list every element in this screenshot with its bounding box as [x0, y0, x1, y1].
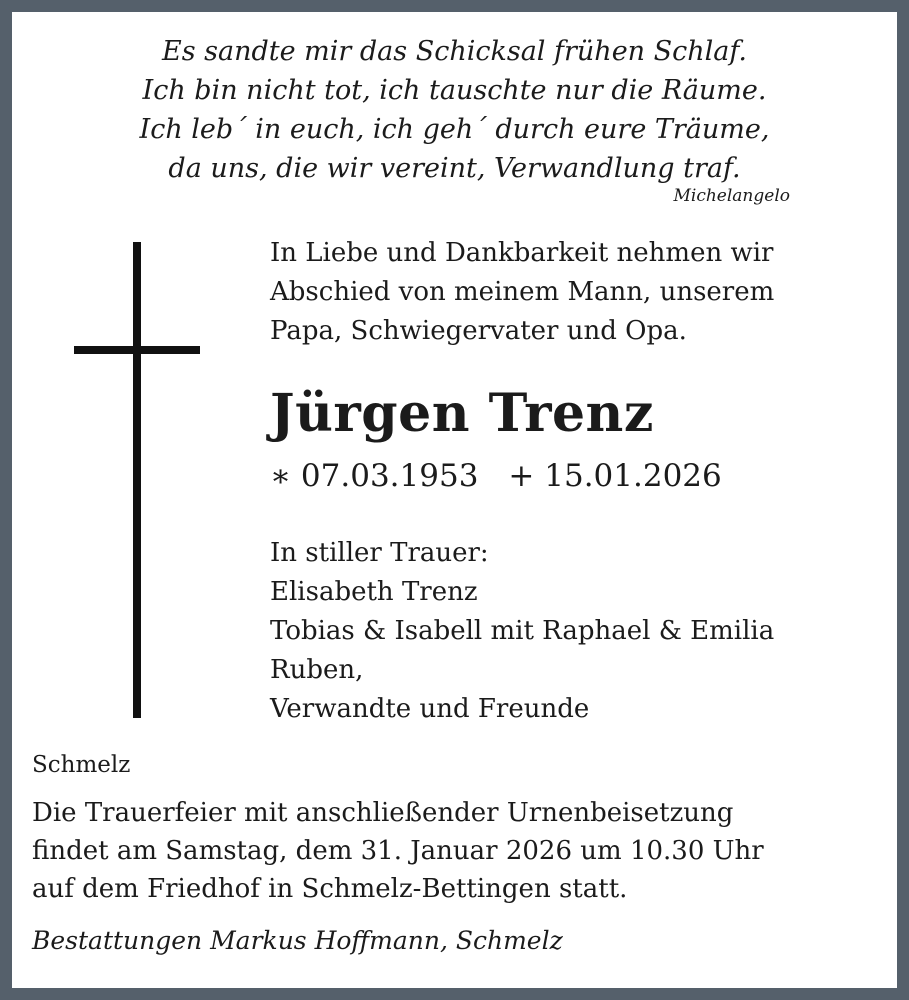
- cross-icon: [133, 242, 141, 718]
- deceased-name: Jürgen Trenz: [270, 383, 654, 444]
- mourner-line: In stiller Trauer:: [270, 538, 489, 568]
- intro-line: Papa, Schwiegervater und Opa.: [270, 316, 687, 346]
- mourner-line: Elisabeth Trenz: [270, 577, 478, 607]
- poem-line: Es sandte mir das Schicksal frühen Schlaf.: [161, 36, 747, 67]
- service-line: auf dem Friedhof in Schmelz-Bettingen statt.: [32, 874, 628, 904]
- poem-line: da uns, die wir vereint, Verwandlung traf.: [168, 153, 741, 184]
- intro-line: In Liebe und Dankbarkeit nehmen wir: [270, 238, 774, 268]
- mourner-line: Verwandte und Freunde: [270, 694, 590, 724]
- death-date: + 15.01.2026: [508, 458, 722, 494]
- life-dates: [270, 458, 870, 494]
- intro-text: [270, 234, 890, 351]
- service-line: Die Trauerfeier mit anschließender Urnenbeisetzung: [32, 798, 734, 828]
- poem: [12, 32, 897, 188]
- obituary-card: [12, 12, 897, 988]
- poem-author: Michelangelo: [673, 186, 790, 206]
- mourner-line: Tobias & Isabell mit Raphael & Emilia: [270, 616, 775, 646]
- place-name: Schmelz: [32, 752, 131, 778]
- service-info: [32, 794, 892, 908]
- mourner-line: Ruben,: [270, 655, 364, 685]
- undertaker: Bestattungen Markus Hoffmann, Schmelz: [32, 926, 563, 955]
- mourners-list: [270, 534, 890, 729]
- birth-date: ∗ 07.03.1953: [270, 458, 479, 494]
- poem-line: Ich leb´ in euch, ich geh´ durch eure Träume,: [139, 114, 770, 145]
- intro-line: Abschied von meinem Mann, unserem: [270, 277, 775, 307]
- poem-line: Ich bin nicht tot, ich tauschte nur die Räume.: [142, 75, 767, 106]
- cross-icon-bar: [74, 346, 200, 354]
- service-line: findet am Samstag, dem 31. Januar 2026 um 10.30 Uhr: [32, 836, 764, 866]
